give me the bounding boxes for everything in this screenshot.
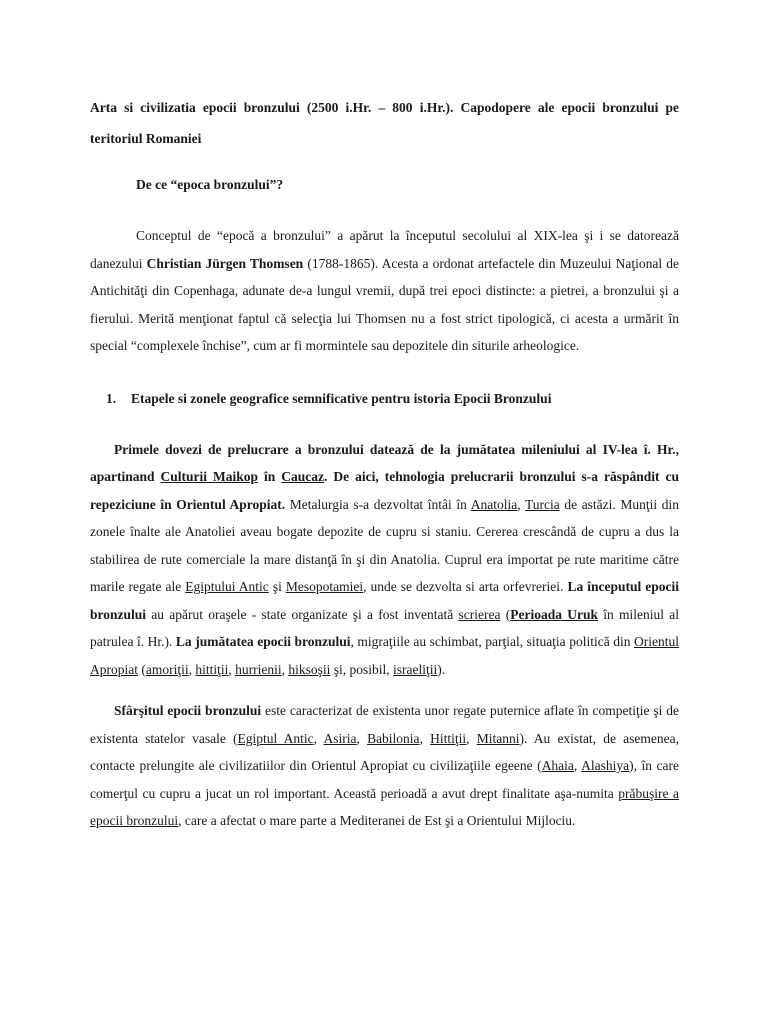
body-text: Metalurgia s-a dezvoltat întâi în [285,496,471,512]
body-text: , [466,730,477,746]
body-text: de astăzi. Munţii din zonele înalte ale Anatoliei aveau bogate depozite de cupru si staniu. Cererea crescândă de cupru a dus la stabilirea de rute comerciale la mare distanţă în şi din Anatolia. Cuprul era importat pe rute maritime către marile regate ale [90,496,680,594]
body-text: în mileniul al patrulea î. Hr.). [90,606,679,649]
body-text: ), în care comerţul cu cupru a jucat un rol important. Această perioadă a avut drept finalitate aşa-numita [90,758,680,801]
link-egiptul-antic[interactable]: Egiptul Antic [237,730,314,746]
bronze-end-paragraph [90,697,679,835]
title-rest: (2500 i.Hr. – 800 i.Hr.). Capodopere ale epocii bronzului pe teritoriul Romaniei [90,100,679,146]
body-text: ( [138,661,146,677]
bold-text: . De aici, tehnologia prelucrarii bronzului s-a răspândit cu repeziciune în Orientul Apropiat. [90,469,679,512]
body-text: ). [437,661,446,677]
bold-text: Primele dovezi de prelucrare a bronzului datează de la jumătatea mileniului al IV-lea î. Hr., apartinand [90,441,679,484]
link-mitanni[interactable]: Mitanni [476,730,520,746]
link-caucaz[interactable]: Caucaz [281,469,325,484]
body-text: , [188,661,196,677]
intro-text-1: Conceptul de “epocă a bronzului” a apărut la începutul secolului al XIX-lea şi i se datorează danezului [90,228,679,271]
link-scrierea[interactable]: scrierea [458,606,501,622]
link-perioada-uruk[interactable]: Perioada Uruk [510,606,598,622]
body-text: , [228,661,236,677]
link-mesopotamiei[interactable]: Mesopotamiei [285,579,364,594]
link-culturii-maikop[interactable]: Culturii Maikop [160,469,259,484]
body-text: ( [500,606,511,622]
body-text: şi, posibil, [330,661,394,677]
link-anatolia[interactable]: Anatolia [470,496,518,512]
link-babilonia[interactable]: Babilonia [367,730,420,746]
intro-paragraph [90,222,679,360]
document-title [90,92,679,154]
link-egiptului-antic[interactable]: Egiptului Antic [185,579,269,594]
body-text: , [573,758,582,773]
link-hittitii[interactable]: hittiţii [195,661,229,677]
body-text: , [517,496,525,512]
body-text: , care a afectat o mare parte a Mediteranei de Est şi a Orientului Mijlociu. [178,813,576,828]
section-heading-1 [90,388,679,410]
body-text: , migraţiile au schimbat, parţial, situaţia politică din [350,634,634,649]
link-amoritii[interactable]: amoriţii [145,661,189,677]
link-prabusire-epocii-bronzului[interactable]: prăbuşire a epocii bronzului [90,785,679,828]
bronze-origins-paragraph [90,436,679,684]
subtitle: De ce “epoca bronzului”? [136,177,284,192]
link-israelitii[interactable]: israeliţii [393,661,438,677]
bold-text: La jumătatea epocii bronzului [175,634,351,649]
intro-text-2: (1788-1865). Acesta a ordonat artefactele din Muzeului Naţional de Antichităţi din Copenhaga, adunate de-a lungul vremii, după trei epoci distincte: a pietrei, a bronzului şi a fierului. Merită menţionat faptul că selecţia lui Thomsen nu a fost strict tipologică, ci acesta a urmărit în special “complexele închise”, cum ar fi mormintele sau depozitele din siturile arheologice. [90,255,679,353]
section-title: Etapele si zonele geografice semnificative pentru istoria Epocii Bronzului [131,390,552,406]
title-main: Arta si civilizatia epocii bronzului [90,100,300,115]
body-text: şi [268,579,286,594]
body-text: au apărut oraşele - state organizate şi a fost inventată [146,606,459,622]
bold-text: Sfârşitul epocii bronzului [114,703,262,718]
body-text: , [281,661,289,677]
link-ahaia[interactable]: Ahaia [541,758,574,773]
body-text: ). Au existat, de asemenea, contacte prelungite ale civilizatiilor din Orientul Apropiat cu civilizaţiile egeene ( [90,730,680,773]
document-page [90,92,679,835]
link-hittitii[interactable]: Hittiţii [430,730,467,746]
body-text: , unde se dezvolta si arta orfevreriei. [363,579,568,594]
bold-text: La începutul epocii bronzului [90,579,679,622]
thomsen-name: Christian Jürgen Thomsen [146,255,304,271]
body-text: , [356,730,368,746]
link-alashiya[interactable]: Alashiya [581,758,630,773]
body-text: , [419,730,431,746]
body-text: , [313,730,324,746]
bold-text: în [258,469,282,484]
link-hurrienii[interactable]: hurrienii [235,661,282,677]
link-asiria[interactable]: Asiria [323,730,357,746]
body-text: este caracterizat de existenta unor regate puternice aflate în competiţie şi de existenta statelor vasale ( [90,703,679,746]
link-turcia[interactable]: Turcia [524,496,560,512]
section-number: 1. [106,390,117,406]
link-orientul-apropiat[interactable]: Orientul Apropiat [90,634,679,677]
link-hiksosii[interactable]: hiksoşii [288,661,331,677]
